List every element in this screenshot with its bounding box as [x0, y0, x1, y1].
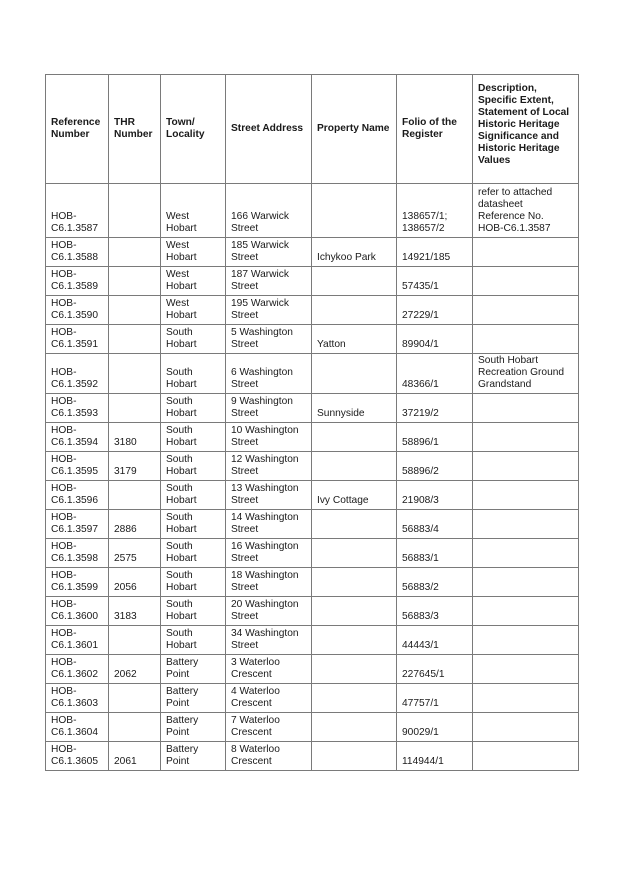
cell-description — [473, 238, 579, 267]
cell-town-locality: West Hobart — [161, 238, 226, 267]
cell-street-address: 8 Waterloo Crescent — [226, 742, 312, 771]
cell-folio: 37219/2 — [397, 394, 473, 423]
cell-thr-number — [109, 713, 161, 742]
cell-thr-number — [109, 296, 161, 325]
cell-description — [473, 267, 579, 296]
cell-property-name — [312, 655, 397, 684]
table-body — [46, 184, 579, 771]
table-row — [46, 539, 579, 568]
cell-town-locality: South Hobart — [161, 568, 226, 597]
cell-town-locality: Battery Point — [161, 713, 226, 742]
header-property-name: Property Name — [312, 75, 397, 184]
cell-reference-number: HOB- C6.1.3601 — [46, 626, 109, 655]
table-row — [46, 713, 579, 742]
cell-town-locality: South Hobart — [161, 481, 226, 510]
cell-town-locality: South Hobart — [161, 539, 226, 568]
cell-property-name — [312, 568, 397, 597]
cell-reference-number: HOB- C6.1.3600 — [46, 597, 109, 626]
header-description: Description, Specific Extent, Statement of Local Historic Heritage Significance and Historic Heritage Values — [473, 75, 579, 184]
cell-folio: 58896/2 — [397, 452, 473, 481]
cell-description — [473, 626, 579, 655]
cell-thr-number — [109, 184, 161, 238]
table-row — [46, 626, 579, 655]
cell-description — [473, 325, 579, 354]
cell-description — [473, 655, 579, 684]
cell-folio: 227645/1 — [397, 655, 473, 684]
cell-folio: 47757/1 — [397, 684, 473, 713]
cell-reference-number: HOB- C6.1.3589 — [46, 267, 109, 296]
cell-folio: 58896/1 — [397, 423, 473, 452]
cell-town-locality: South Hobart — [161, 510, 226, 539]
cell-reference-number: HOB- C6.1.3603 — [46, 684, 109, 713]
cell-street-address: 7 Waterloo Crescent — [226, 713, 312, 742]
cell-description — [473, 452, 579, 481]
cell-property-name — [312, 423, 397, 452]
cell-folio: 89904/1 — [397, 325, 473, 354]
cell-property-name — [312, 742, 397, 771]
cell-town-locality: Battery Point — [161, 742, 226, 771]
cell-town-locality: West Hobart — [161, 267, 226, 296]
cell-thr-number: 2062 — [109, 655, 161, 684]
cell-town-locality: Battery Point — [161, 655, 226, 684]
cell-folio: 138657/1; 138657/2 — [397, 184, 473, 238]
cell-reference-number: HOB- C6.1.3594 — [46, 423, 109, 452]
cell-reference-number: HOB- C6.1.3591 — [46, 325, 109, 354]
cell-property-name — [312, 296, 397, 325]
cell-street-address: 20 Washington Street — [226, 597, 312, 626]
cell-street-address: 3 Waterloo Crescent — [226, 655, 312, 684]
cell-thr-number: 3179 — [109, 452, 161, 481]
cell-thr-number — [109, 626, 161, 655]
cell-street-address: 6 Washington Street — [226, 354, 312, 394]
heritage-register-table — [45, 74, 579, 771]
cell-property-name — [312, 184, 397, 238]
cell-street-address: 166 Warwick Street — [226, 184, 312, 238]
cell-town-locality: South Hobart — [161, 452, 226, 481]
cell-thr-number: 2575 — [109, 539, 161, 568]
cell-town-locality: South Hobart — [161, 325, 226, 354]
header-reference-number: Reference Number — [46, 75, 109, 184]
cell-property-name: Ivy Cottage — [312, 481, 397, 510]
cell-thr-number: 2886 — [109, 510, 161, 539]
header-street-address: Street Address — [226, 75, 312, 184]
cell-description — [473, 510, 579, 539]
cell-thr-number — [109, 238, 161, 267]
cell-town-locality: South Hobart — [161, 597, 226, 626]
table-row — [46, 481, 579, 510]
cell-thr-number — [109, 354, 161, 394]
cell-folio: 48366/1 — [397, 354, 473, 394]
table-row — [46, 423, 579, 452]
cell-town-locality: West Hobart — [161, 296, 226, 325]
cell-reference-number: HOB- C6.1.3596 — [46, 481, 109, 510]
cell-thr-number: 2061 — [109, 742, 161, 771]
header-town-locality: Town/ Locality — [161, 75, 226, 184]
header-thr-number: THR Number — [109, 75, 161, 184]
cell-description — [473, 684, 579, 713]
cell-street-address: 16 Washington Street — [226, 539, 312, 568]
cell-street-address: 13 Washington Street — [226, 481, 312, 510]
cell-description: South Hobart Recreation Ground Grandstand — [473, 354, 579, 394]
cell-folio: 56883/4 — [397, 510, 473, 539]
table-row — [46, 597, 579, 626]
cell-town-locality: West Hobart — [161, 184, 226, 238]
cell-reference-number: HOB- C6.1.3597 — [46, 510, 109, 539]
cell-folio: 56883/2 — [397, 568, 473, 597]
table-row — [46, 296, 579, 325]
cell-description — [473, 568, 579, 597]
cell-thr-number — [109, 684, 161, 713]
cell-reference-number: HOB- C6.1.3590 — [46, 296, 109, 325]
cell-folio: 44443/1 — [397, 626, 473, 655]
table-row — [46, 742, 579, 771]
table-row — [46, 655, 579, 684]
cell-town-locality: Battery Point — [161, 684, 226, 713]
table-row — [46, 238, 579, 267]
cell-description — [473, 713, 579, 742]
cell-folio: 114944/1 — [397, 742, 473, 771]
cell-folio: 56883/3 — [397, 597, 473, 626]
cell-reference-number: HOB- C6.1.3595 — [46, 452, 109, 481]
cell-folio: 14921/185 — [397, 238, 473, 267]
cell-thr-number — [109, 325, 161, 354]
cell-property-name — [312, 354, 397, 394]
header-folio: Folio of the Register — [397, 75, 473, 184]
cell-description — [473, 597, 579, 626]
table-row — [46, 452, 579, 481]
table-row — [46, 510, 579, 539]
cell-property-name — [312, 452, 397, 481]
cell-town-locality: South Hobart — [161, 394, 226, 423]
cell-thr-number: 3180 — [109, 423, 161, 452]
table-row — [46, 394, 579, 423]
cell-town-locality: South Hobart — [161, 626, 226, 655]
cell-reference-number: HOB- C6.1.3604 — [46, 713, 109, 742]
cell-folio: 21908/3 — [397, 481, 473, 510]
cell-street-address: 5 Washington Street — [226, 325, 312, 354]
cell-folio: 90029/1 — [397, 713, 473, 742]
table-row — [46, 684, 579, 713]
cell-description — [473, 539, 579, 568]
cell-property-name — [312, 597, 397, 626]
cell-street-address: 195 Warwick Street — [226, 296, 312, 325]
cell-street-address: 14 Washington Street — [226, 510, 312, 539]
cell-property-name: Ichykoo Park — [312, 238, 397, 267]
cell-folio: 56883/1 — [397, 539, 473, 568]
table-row — [46, 325, 579, 354]
table-header-row — [46, 75, 579, 184]
cell-reference-number: HOB- C6.1.3602 — [46, 655, 109, 684]
cell-description — [473, 423, 579, 452]
cell-description: refer to attached datasheet Reference No. HOB-C6.1.3587 — [473, 184, 579, 238]
cell-reference-number: HOB- C6.1.3588 — [46, 238, 109, 267]
cell-property-name — [312, 626, 397, 655]
cell-thr-number: 2056 — [109, 568, 161, 597]
cell-street-address: 9 Washington Street — [226, 394, 312, 423]
cell-folio: 57435/1 — [397, 267, 473, 296]
cell-town-locality: South Hobart — [161, 354, 226, 394]
cell-street-address: 12 Washington Street — [226, 452, 312, 481]
cell-thr-number — [109, 267, 161, 296]
cell-property-name: Yatton — [312, 325, 397, 354]
cell-street-address: 4 Waterloo Crescent — [226, 684, 312, 713]
cell-thr-number — [109, 481, 161, 510]
cell-street-address: 10 Washington Street — [226, 423, 312, 452]
cell-reference-number: HOB- C6.1.3605 — [46, 742, 109, 771]
cell-thr-number: 3183 — [109, 597, 161, 626]
cell-street-address: 187 Warwick Street — [226, 267, 312, 296]
cell-reference-number: HOB- C6.1.3598 — [46, 539, 109, 568]
cell-folio: 27229/1 — [397, 296, 473, 325]
table-row — [46, 568, 579, 597]
table-row — [46, 184, 579, 238]
cell-description — [473, 394, 579, 423]
cell-description — [473, 296, 579, 325]
cell-property-name — [312, 510, 397, 539]
cell-street-address: 18 Washington Street — [226, 568, 312, 597]
cell-property-name — [312, 539, 397, 568]
cell-reference-number: HOB- C6.1.3599 — [46, 568, 109, 597]
table-row — [46, 267, 579, 296]
cell-property-name — [312, 713, 397, 742]
cell-reference-number: HOB- C6.1.3592 — [46, 354, 109, 394]
cell-street-address: 34 Washington Street — [226, 626, 312, 655]
cell-street-address: 185 Warwick Street — [226, 238, 312, 267]
cell-property-name: Sunnyside — [312, 394, 397, 423]
cell-property-name — [312, 267, 397, 296]
cell-description — [473, 481, 579, 510]
cell-property-name — [312, 684, 397, 713]
table-row — [46, 354, 579, 394]
cell-town-locality: South Hobart — [161, 423, 226, 452]
cell-thr-number — [109, 394, 161, 423]
cell-reference-number: HOB- C6.1.3593 — [46, 394, 109, 423]
cell-description — [473, 742, 579, 771]
cell-reference-number: HOB- C6.1.3587 — [46, 184, 109, 238]
